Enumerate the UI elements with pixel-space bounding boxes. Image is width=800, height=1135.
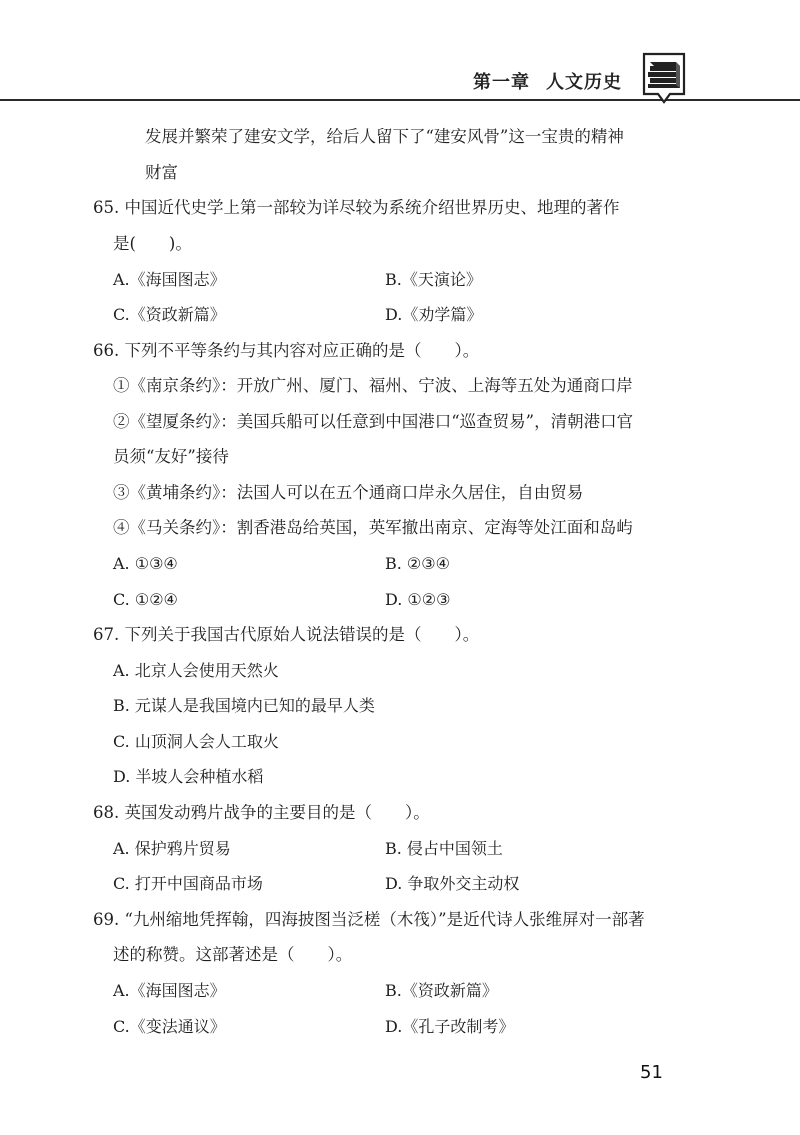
question-65-option-d: D.《劝学篇》 (385, 305, 483, 324)
question-66-option-a: A. ①③④ (113, 554, 178, 573)
question-66-option-b: B. ②③④ (385, 554, 450, 573)
page-number: 51 (640, 1062, 663, 1083)
question-66-option-c: C. ①②④ (113, 590, 178, 609)
question-67-option-d: D. 半坡人会种植水稻 (113, 767, 264, 786)
question-66-statement: 员须“友好”接待 (113, 447, 229, 466)
question-69-stem: 述的称赞。这部著述是（ ）。 (113, 945, 353, 964)
question-68-option-d: D. 争取外交主动权 (385, 874, 520, 893)
page-header (0, 0, 800, 110)
question-66-statement: ④《马关条约》：割香港岛给英国，英军撤出南京、定海等处江面和岛屿 (113, 518, 633, 537)
question-69-stem: 69. “九州缩地凭挥翰，四海披图当泛槎（木筏）”是近代诗人张维屏对一部著 (93, 910, 645, 929)
chapter-title (473, 68, 622, 94)
question-69-option-c: C.《变法通议》 (113, 1017, 226, 1036)
question-69-option-a: A.《海国图志》 (113, 981, 226, 1000)
question-66-statement: ①《南京条约》：开放广州、厦门、福州、宁波、上海等五处为通商口岸 (113, 376, 633, 395)
question-69-option-b: B.《资政新篇》 (385, 981, 498, 1000)
question-68-stem: 68. 英国发动鸦片战争的主要目的是（ ）。 (93, 803, 430, 822)
book-stack-icon (640, 50, 688, 106)
continuation-line: 财富 (145, 163, 178, 182)
question-67-option-a: A. 北京人会使用天然火 (113, 661, 279, 680)
question-65-option-b: B.《天演论》 (385, 270, 482, 289)
section-label: 人文历史 (546, 72, 622, 93)
question-68-option-a: A. 保护鸦片贸易 (113, 839, 231, 858)
question-67-option-b: B. 元谋人是我国境内已知的最早人类 (113, 696, 375, 715)
question-67-stem: 67. 下列关于我国古代原始人说法错误的是（ ）。 (93, 625, 480, 644)
question-69-option-d: D.《孔子改制考》 (385, 1017, 515, 1036)
continuation-line: 发展并繁荣了建安文学，给后人留下了“建安风骨”这一宝贵的精神 (145, 127, 624, 146)
question-65-stem: 是( )。 (113, 234, 192, 253)
question-65-option-c: C.《资政新篇》 (113, 305, 226, 324)
question-68-option-c: C. 打开中国商品市场 (113, 874, 263, 893)
question-66-stem: 66. 下列不平等条约与其内容对应正确的是（ ）。 (93, 341, 480, 360)
question-65-option-a: A.《海国图志》 (113, 270, 226, 289)
question-66-statement: ③《黄埔条约》：法国人可以在五个通商口岸永久居住，自由贸易 (113, 483, 584, 502)
question-68-option-b: B. 侵占中国领土 (385, 839, 503, 858)
question-67-option-c: C. 山顶洞人会人工取火 (113, 732, 279, 751)
question-65-stem: 65. 中国近代史学上第一部较为详尽较为系统介绍世界历史、地理的著作 (93, 198, 620, 217)
question-66-option-d: D. ①②③ (385, 590, 451, 609)
question-66-statement: ②《望厦条约》：美国兵船可以任意到中国港口“巡查贸易”，清朝港口官 (113, 412, 634, 431)
chapter-label: 第一章 (473, 72, 530, 93)
